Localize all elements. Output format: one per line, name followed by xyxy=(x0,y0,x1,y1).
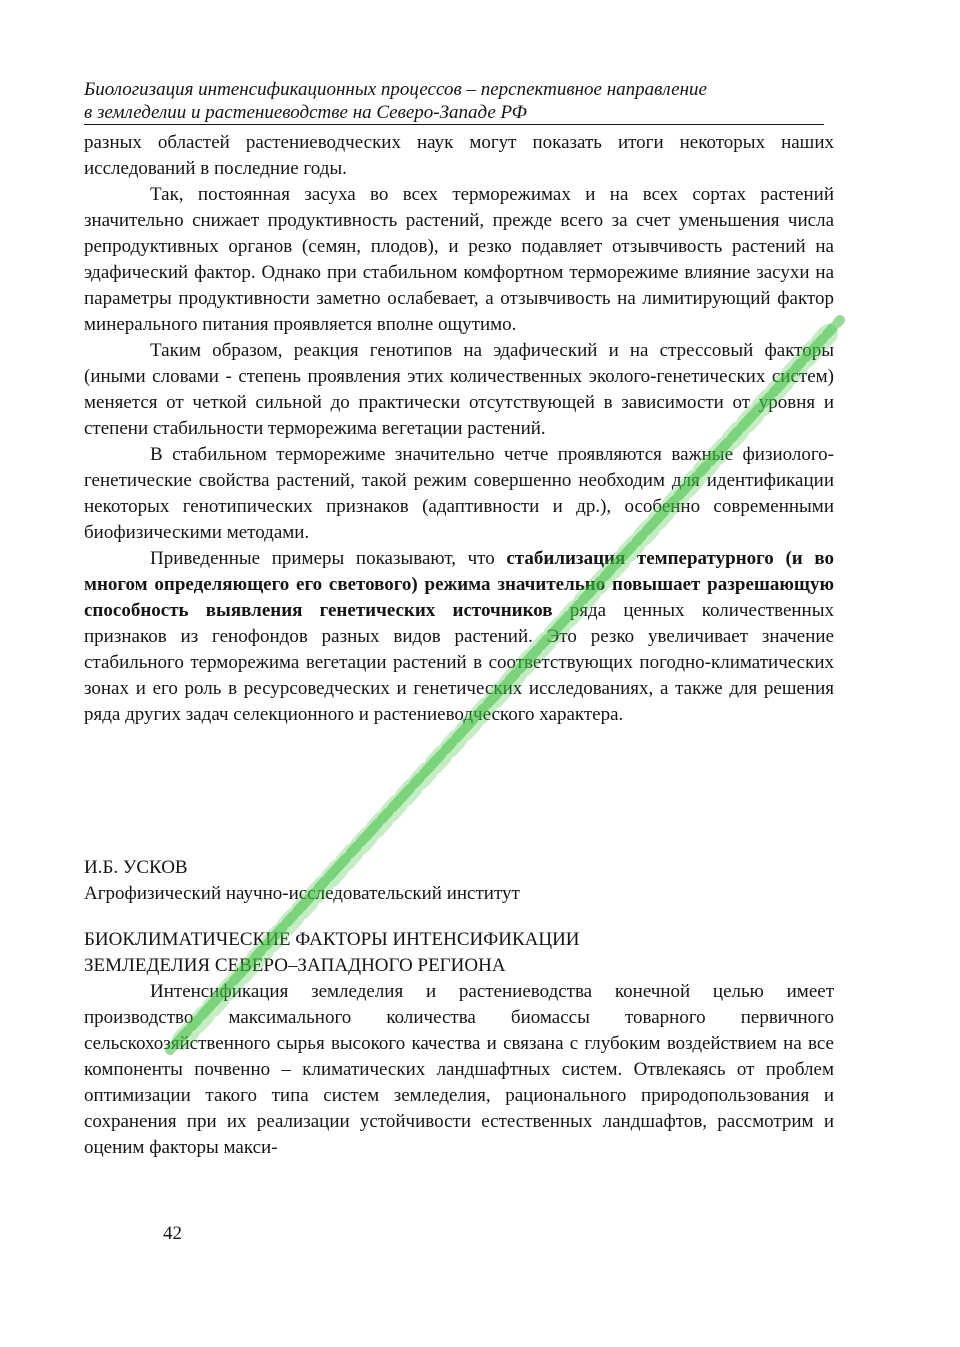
paragraph: Таким образом, реакция генотипов на эдафический и на стрессовый факторы (иными словами - степень проявления этих количественных эколого-генетических систем) меняется от четкой сильной до практически отсутствующей в зависимости от уровня и степени стабильности терморежима вегетации растений. xyxy=(84,340,834,439)
author-affiliation: Агрофизический научно-исследовательский институт xyxy=(84,883,520,904)
article-section xyxy=(84,855,834,1161)
paragraph-text: Приведенные примеры показывают, что xyxy=(150,548,507,569)
paragraph: В стабильном терморежиме значительно четче проявляются важные физиолого-генетические свойства растений, такой режим совершенно необходим для идентификации некоторых генотипических признаков (адаптивности и др.), особенно современными биофизическими методами. xyxy=(84,444,834,543)
author-name: И.Б. УСКОВ xyxy=(84,857,188,878)
paragraph: Интенсификация земледелия и растениеводства конечной целью имеет производство максимального количества биомассы товарного первичного сельскохозяйственного сырья высокого качества и связана с глубоким воздействием на все компоненты почвенно – климатических ландшафтных систем. Отвлекаясь от проблем оптимизации такого типа систем земледелия, рационального природопользования и сохранения при их реализации устойчивости естественных ландшафтов, рассмотрим и оценим факторы макси- xyxy=(84,981,834,1158)
running-header-line-2: в земледелии и растениеводстве на Северо-Западе РФ xyxy=(84,101,824,125)
paragraph-text: ряда ценных количественных признаков из генофондов разных видов растений. Это резко увеличивает значение стабильного терморежима вегетации растений в соответствующих погодно-климатических зонах и его роль в ресурсоведческих и генетических исследованиях, а также для решения ряда других задач селекционного и растениеводческого характера. xyxy=(84,600,834,725)
paragraph-with-emphasis xyxy=(84,546,834,728)
paragraph: Так, постоянная засуха во всех терморежимах и на всех сортах растений значительно снижает продуктивность растений, прежде всего за счет уменьшения числа репродуктивных органов (семян, плодов), и резко подавляет отзывчивость растений на эдафический фактор. Однако при стабильном комфортном терморежиме влияние засухи на параметры продуктивности заметно ослабевает, а отзывчивость на лимитирующий фактор минерального питания проявляется вполне ощутимо. xyxy=(84,184,834,335)
article-title-line-2: ЗЕМЛЕДЕЛИЯ СЕВЕРО–ЗАПАДНОГО РЕГИОНА xyxy=(84,955,506,976)
running-header-line-1: Биологизация интенсификационных процессов – перспективное направление xyxy=(84,79,707,100)
emphasized-text: стабилизация температурного (и во многом определяющего его светового) режима значительно повышает разрешающую способность выявления генетических источников xyxy=(84,548,834,621)
main-text xyxy=(84,130,834,728)
article-title xyxy=(84,927,834,979)
page-number: 42 xyxy=(163,1223,182,1244)
article-title-line-1: БИОКЛИМАТИЧЕСКИЕ ФАКТОРЫ ИНТЕНСИФИКАЦИИ xyxy=(84,929,580,950)
paragraph: разных областей растениеводческих наук могут показать итоги некоторых наших исследований в последние годы. xyxy=(84,132,834,179)
running-header xyxy=(84,78,834,125)
